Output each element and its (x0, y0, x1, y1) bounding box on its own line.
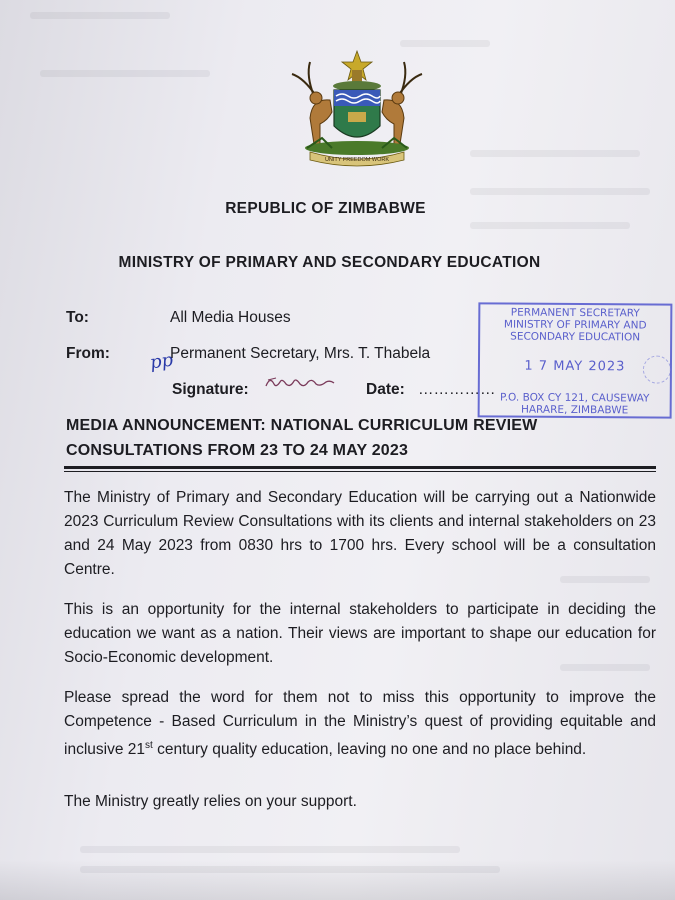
bleed-through-line (80, 846, 460, 853)
heading-divider (64, 466, 656, 469)
stamp-address: P.O. BOX CY 121, CAUSEWAY (499, 391, 650, 405)
announcement-heading-line-2: CONSULTATIONS FROM 23 TO 24 MAY 2023 (66, 442, 409, 459)
coat-of-arms-icon (272, 48, 442, 168)
stamp-line: SECONDARY EDUCATION (510, 330, 641, 344)
crest-motto: UNITY FREEDOM WORK (324, 157, 390, 163)
body-paragraph-4: The Ministry greatly relies on your support. (64, 793, 357, 810)
handwritten-signature-icon (262, 372, 342, 394)
to-value: All Media Houses (170, 309, 291, 326)
bleed-through-line (40, 70, 210, 77)
stamp-seal-icon (643, 355, 671, 383)
to-label: To: (66, 309, 89, 326)
body-paragraph-2: This is an opportunity for the internal stakeholders to participate in deciding the education we want as a nation. Their views are important to shape our education for Socio-Economic development. (64, 601, 656, 666)
bleed-through-line (400, 40, 490, 47)
bleed-through-line (470, 150, 640, 157)
ministry-title: MINISTRY OF PRIMARY AND SECONDARY EDUCATION (118, 254, 541, 271)
from-value: Permanent Secretary, Mrs. T. Thabela (170, 345, 431, 362)
bleed-through-line (470, 222, 630, 229)
ordinal-suffix: st (145, 740, 153, 751)
official-stamp (478, 302, 673, 418)
body-paragraph-3 (64, 686, 656, 762)
date-label: Date: (366, 381, 405, 398)
page-shadow (0, 860, 675, 900)
signature-label: Signature: (172, 381, 249, 398)
from-label: From: (66, 345, 110, 362)
announcement-heading-line-1: MEDIA ANNOUNCEMENT: NATIONAL CURRICULUM REVIEW (66, 417, 538, 434)
bleed-through-line (30, 12, 170, 19)
heading-divider-thin (64, 471, 656, 472)
paragraph-3-text: Please spread the word for them not to miss this opportunity to improve the Competence - Based Curriculum in the Ministry’s quest of providing equitable and inclusive 21 (64, 689, 656, 759)
paragraph-3-text-end: century quality education, leaving no one and no place behind. (152, 741, 587, 759)
pp-handwritten-mark: pp (148, 349, 175, 374)
stamp-address: HARARE, ZIMBABWE (520, 403, 629, 417)
stamp-date: 1 7 MAY 2023 (524, 358, 626, 375)
republic-title: REPUBLIC OF ZIMBABWE (225, 200, 426, 217)
stamp-line: MINISTRY OF PRIMARY AND (503, 318, 647, 332)
stamp-line: PERMANENT SECRETARY (510, 306, 640, 320)
date-value: …………… (418, 381, 496, 398)
bleed-through-line (470, 188, 650, 195)
body-paragraph-1: The Ministry of Primary and Secondary Education will be carrying out a Nationwide 2023 Curriculum Review Consultations with its clients and internal stakeholders on 23 and 24 May 2023 from 0830 hrs to 1700 hrs. Every school will be a consultation Centre. (64, 489, 656, 578)
